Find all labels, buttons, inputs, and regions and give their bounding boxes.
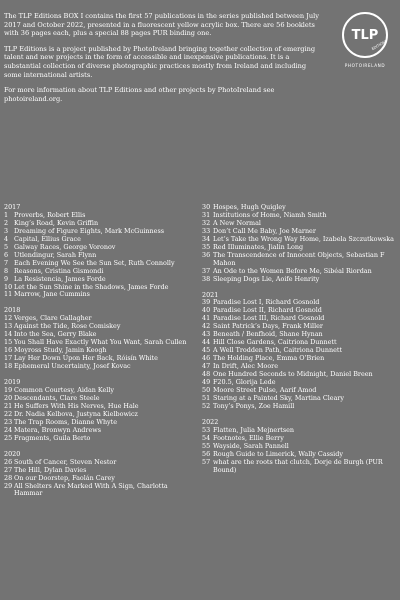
publication-entry	[202, 403, 396, 411]
publication-number: 40	[202, 306, 211, 315]
publication-number: 29	[4, 481, 13, 490]
publication-number: 27	[4, 465, 13, 474]
publication-title: You Shall Have Exactly What You Want, Sarah Cullen	[14, 338, 187, 347]
publication-number: 21	[4, 401, 13, 410]
publication-number: 54	[202, 433, 211, 442]
publication-number: 25	[4, 433, 13, 442]
publication-title: Capital, Ellius Grace	[14, 234, 81, 243]
publication-title: Reasons, Cristina Gismondi	[14, 266, 104, 275]
publication-title: Common Courtesy, Aidan Kelly	[14, 386, 115, 395]
publication-number: 48	[202, 370, 211, 379]
publication-title: Don’t Call Me Baby, Joe Marner	[213, 226, 316, 235]
publication-number: 46	[202, 354, 211, 363]
publication-entry	[4, 363, 196, 371]
publication-number: 39	[202, 298, 211, 307]
publication-title: The Trap Rooms, Dianne Whyte	[14, 417, 118, 426]
publication-entry	[202, 459, 396, 475]
year-heading: 2020	[4, 449, 21, 458]
year-heading: 2018	[4, 306, 21, 315]
publication-title: Dr. Nadia Kelbova, Justyna Kielbowicz	[14, 409, 138, 418]
publication-number: 2	[4, 218, 9, 227]
publication-title: Lay Her Down Upon Her Back, Róisín White	[14, 354, 158, 363]
logo-sub-text: EDITIONS	[371, 39, 388, 52]
publication-list-right	[202, 204, 396, 475]
publication-title: The Transcendence of Innocent Objects, Sebastian F Mahon	[213, 250, 385, 267]
publication-title: Staring at a Painted Sky, Martina Cleary	[213, 393, 345, 402]
intro-paragraph: For more information about TLP Editions and other projects by PhotoIreland see photoireland.org.	[4, 86, 275, 103]
section-gap	[202, 411, 396, 419]
publication-number: 15	[4, 338, 13, 347]
publication-number: 9	[4, 274, 9, 283]
publication-title: The Holding Place, Emma O’Brien	[213, 354, 325, 363]
publication-number: 4	[4, 234, 9, 243]
publication-number: 14	[4, 330, 13, 339]
publication-number: 50	[202, 385, 211, 394]
publication-number: 51	[202, 393, 211, 402]
publication-number: 56	[202, 449, 211, 458]
publication-title: Dreaming of Figure Eights, Mark McGuinness	[14, 226, 165, 235]
publication-number: 16	[4, 346, 13, 355]
publication-number: 49	[202, 378, 211, 387]
publication-number: 57	[202, 457, 211, 466]
publication-entry	[202, 276, 396, 284]
publication-title: Galway Races, George Voronov	[14, 242, 116, 251]
publication-number: 30	[202, 203, 211, 211]
publication-number: 3	[4, 226, 9, 235]
publication-number: 6	[4, 250, 9, 259]
section-gap	[202, 284, 396, 292]
publication-title: Descendants, Clare Steele	[14, 393, 100, 402]
publication-number: 31	[202, 210, 211, 219]
publication-title: Sleeping Dogs Lie, Aoife Henrity	[213, 274, 320, 283]
publication-number: 28	[4, 473, 13, 482]
year-heading: 2017	[4, 203, 21, 211]
publication-title: Rough Guide to Limerick, Wally Cassidy	[213, 449, 343, 458]
publication-title: One Hundred Seconds to Midnight, Daniel Breen	[213, 370, 373, 379]
publication-number: 37	[202, 266, 211, 275]
section-gap	[4, 371, 196, 379]
publication-title: Verges, Clare Gallagher	[14, 314, 92, 323]
publication-number: 10	[4, 282, 13, 291]
publication-title: Ephemeral Uncertainty, Josef Kovac	[14, 362, 131, 371]
publication-title: Flatten, Julia Mejnertsen	[213, 425, 294, 434]
publication-title: A Well Trodden Path, Caitriona Dunnett	[213, 346, 343, 355]
publication-number: 43	[202, 330, 211, 339]
publication-number: 13	[4, 322, 13, 331]
publication-number: 8	[4, 266, 9, 275]
publication-number: 32	[202, 218, 211, 227]
publication-list-left	[4, 204, 196, 498]
publication-title: Paradise Lost III, Richard Gosnold	[213, 314, 325, 323]
intro-paragraph: TLP Editions is a project published by PhotoIreland bringing together collection of emerging talent and new projects in the form of accessible and inexpensive publications. It is a substantial collection of diverse photographic practices mostly from Ireland and including some international artists.	[4, 44, 316, 79]
publication-number: 7	[4, 258, 9, 267]
publication-title: On our Doorstep, Faolán Carey	[14, 473, 115, 482]
publication-number: 18	[4, 362, 13, 371]
publication-number: 33	[202, 226, 211, 235]
publication-title: A New Normal	[213, 218, 261, 227]
intro-paragraph: The TLP Editions BOX I contains the first 57 publications in the series published between July 2017 and October 2022, presented in a fluorescent yellow acrylic box. There are 56 booklets with 36 pages each, plus a special 88 pages PUR binding one.	[4, 12, 319, 38]
publication-title: In Drift, Alec Moore	[213, 362, 279, 371]
publication-title: Each Evening We See the Sun Set, Ruth Connolly	[14, 258, 175, 267]
publication-entry	[4, 435, 196, 443]
publication-title: Fragments, Guila Berto	[14, 433, 91, 442]
publication-number: 12	[4, 314, 13, 323]
publication-title: Let’s Take the Wrong Way Home, Izabela Szczutkowska	[213, 234, 394, 243]
publication-entry	[202, 252, 396, 268]
publication-title: Beneath / Benfhoid, Shane Hynan	[213, 330, 323, 339]
publication-title: Matera, Bronwyn Andrews	[14, 425, 101, 434]
year-heading: 2021	[202, 290, 219, 299]
publication-title: Let the Sun Shine in the Shadows, James Forde	[14, 282, 169, 291]
publication-entry	[4, 483, 196, 499]
publication-number: 26	[4, 457, 13, 466]
publication-title: Into the Sea, Gerry Blake	[14, 330, 97, 339]
publication-number: 52	[202, 401, 211, 410]
publication-title: Hospes, Hugh Quigley	[213, 203, 286, 211]
publication-title: what are the roots that clutch, Dorje de Burgh (PUR Bound)	[213, 457, 383, 474]
publication-title: Marrow, Jane Cummins	[14, 290, 90, 299]
year-heading: 2019	[4, 378, 21, 387]
publication-title: King’s Road, Kevin Griffin	[14, 218, 99, 227]
publication-title: All Shelters Are Marked With A Sign, Charlotta Hammar	[14, 481, 168, 498]
publication-title: Tony’s Ponys, Zoe Hamill	[213, 401, 295, 410]
publication-title: Moore Street Pulse, Aarif Amod	[213, 385, 317, 394]
publication-number: 55	[202, 441, 211, 450]
publication-number: 20	[4, 393, 13, 402]
publication-number: 34	[202, 234, 211, 243]
publication-title: He Suffers With His Nerves, Hue Hale	[14, 401, 139, 410]
year-heading: 2022	[202, 417, 219, 426]
logo-mark-text: TLP	[351, 28, 379, 43]
section-gap	[4, 299, 196, 307]
publication-title: Institutions of Home, Niamh Smith	[213, 210, 327, 219]
publication-title: Proverbs, Robert Ellis	[14, 210, 86, 219]
section-gap	[4, 443, 196, 451]
publication-title: The Hill, Dylan Davies	[14, 465, 87, 474]
publication-number: 42	[202, 322, 211, 331]
intro-text	[4, 12, 324, 110]
publication-title: Paradise Lost II, Richard Gosnold	[213, 306, 322, 315]
publication-title: Red Illuminates, Jialin Long	[213, 242, 304, 251]
publication-number: 38	[202, 274, 211, 283]
publication-number: 5	[4, 242, 9, 251]
publication-title: Against the Tide, Rose Comiskey	[14, 322, 121, 331]
publication-number: 19	[4, 386, 13, 395]
publication-number: 23	[4, 417, 13, 426]
publication-title: South of Cancer, Steven Nestor	[14, 457, 117, 466]
publication-title: Moyross Study, Jamin Keogh	[14, 346, 107, 355]
publication-title: Utlendingur, Sarah Flynn	[14, 250, 97, 259]
publication-entry	[4, 291, 196, 299]
publication-number: 53	[202, 425, 211, 434]
publication-title: Paradise Lost I, Richard Gosnold	[213, 298, 320, 307]
publication-number: 22	[4, 409, 13, 418]
publication-title: La Resistencia, James Forde	[14, 274, 106, 283]
publication-number: 11	[4, 290, 13, 299]
publisher-name: PHOTOIRELAND	[344, 63, 386, 68]
publication-number: 41	[202, 314, 211, 323]
publication-title: Wayside, Sarah Pannell	[213, 441, 289, 450]
publication-number: 44	[202, 338, 211, 347]
publication-number: 17	[4, 354, 13, 363]
publication-title: F20.5, Glorija Lede	[213, 378, 276, 387]
publication-number: 35	[202, 242, 211, 251]
publication-number: 24	[4, 425, 13, 434]
publication-number: 36	[202, 250, 211, 259]
publication-title: Saint Patrick’s Days, Frank Miller	[213, 322, 323, 331]
publication-number: 45	[202, 346, 211, 355]
tlp-editions-logo	[340, 10, 390, 68]
publication-title: An Ode to the Women Before Me, Sibéal Riordan	[213, 266, 372, 275]
logo-mark-icon	[340, 10, 390, 60]
publication-number: 1	[4, 210, 9, 219]
publication-number: 47	[202, 362, 211, 371]
publication-title: Hill Close Gardens, Caitriona Dunnett	[213, 338, 337, 347]
publication-title: Footnotes, Ellie Berry	[213, 433, 284, 442]
